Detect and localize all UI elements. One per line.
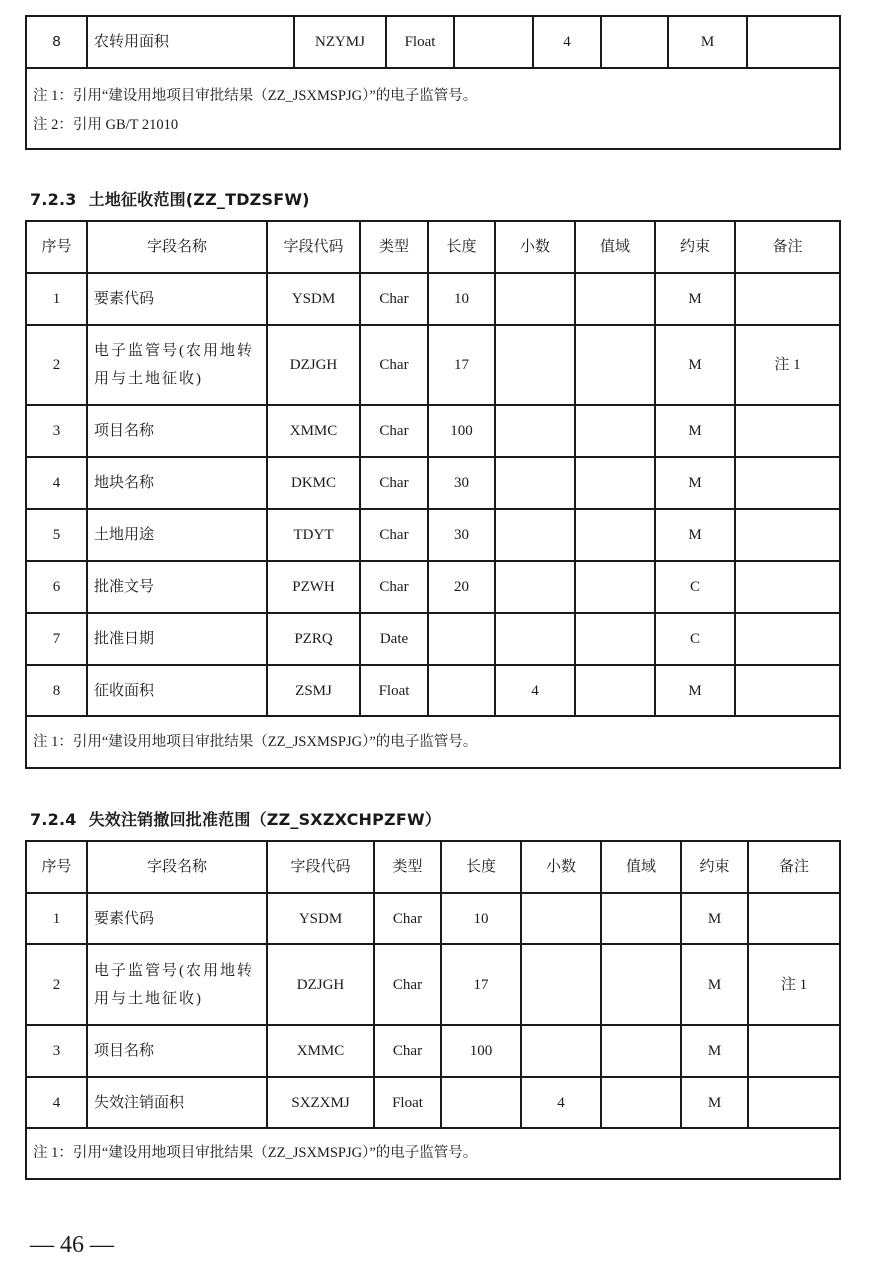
cell-remark <box>735 509 840 561</box>
cell-length: 100 <box>441 1025 521 1077</box>
cell-decimal <box>495 509 575 561</box>
cell-no: 3 <box>26 1025 87 1077</box>
cell-length: 30 <box>428 509 495 561</box>
cell-length <box>441 1077 521 1128</box>
header-name: 字段名称 <box>87 221 267 273</box>
table-note: 注 1：引用“建设用地项目审批结果（ZZ_JSXMSPJG）”的电子监管号。 <box>26 716 840 768</box>
cell-code: ZSMJ <box>267 665 360 716</box>
cell-code: DKMC <box>267 457 360 509</box>
table-row <box>26 561 840 613</box>
table-row <box>26 944 840 1025</box>
cell-name: 电子监管号(农用地转用与土地征收) <box>87 325 267 405</box>
header-code: 字段代码 <box>267 841 374 893</box>
cell-type: Char <box>360 457 428 509</box>
cell-type: Char <box>374 893 441 944</box>
page-number: — 46 — <box>30 1232 114 1258</box>
table-note-row <box>26 68 840 149</box>
cell-length: 17 <box>428 325 495 405</box>
cell-remark <box>748 1077 840 1128</box>
header-range: 值域 <box>601 841 681 893</box>
cell-range <box>601 944 681 1025</box>
cell-remark <box>747 16 840 68</box>
cell-remark <box>735 665 840 716</box>
cell-range <box>575 509 655 561</box>
cell-decimal <box>495 561 575 613</box>
cell-name: 地块名称 <box>87 457 267 509</box>
cell-remark <box>735 273 840 325</box>
cell-range <box>575 613 655 665</box>
cell-constraint: M <box>668 16 747 68</box>
cell-no: 1 <box>26 893 87 944</box>
cell-code: TDYT <box>267 509 360 561</box>
cell-range <box>601 16 668 68</box>
table-7-2-4 <box>25 840 841 1180</box>
table-continuation <box>25 15 841 150</box>
table-row <box>26 16 840 68</box>
cell-remark <box>735 457 840 509</box>
cell-no: 8 <box>26 665 87 716</box>
cell-constraint: M <box>655 665 735 716</box>
header-code: 字段代码 <box>267 221 360 273</box>
cell-length: 10 <box>441 893 521 944</box>
section-heading-7-2-4 <box>30 807 441 830</box>
cell-range <box>575 405 655 457</box>
section-title: 土地征收范围(ZZ_TDZSFW) <box>88 190 310 209</box>
cell-code: PZRQ <box>267 613 360 665</box>
section-heading-7-2-3 <box>30 187 310 210</box>
cell-constraint: M <box>655 405 735 457</box>
cell-name: 要素代码 <box>87 893 267 944</box>
cell-constraint: M <box>655 273 735 325</box>
cell-length <box>428 613 495 665</box>
cell-code: YSDM <box>267 893 374 944</box>
header-name: 字段名称 <box>87 841 267 893</box>
table-note: 注 1：引用“建设用地项目审批结果（ZZ_JSXMSPJG）”的电子监管号。 <box>26 1128 840 1179</box>
cell-type: Char <box>360 405 428 457</box>
header-length: 长度 <box>441 841 521 893</box>
cell-no: 4 <box>26 457 87 509</box>
cell-name: 批准日期 <box>87 613 267 665</box>
cell-code: DZJGH <box>267 944 374 1025</box>
header-no: 序号 <box>26 841 87 893</box>
table-row <box>26 273 840 325</box>
cell-constraint: M <box>655 457 735 509</box>
cell-constraint: M <box>681 1025 748 1077</box>
cell-name: 农转用面积 <box>87 16 294 68</box>
table-row <box>26 405 840 457</box>
cell-range <box>601 1025 681 1077</box>
header-range: 值域 <box>575 221 655 273</box>
cell-name: 项目名称 <box>87 1025 267 1077</box>
cell-decimal <box>521 944 601 1025</box>
cell-type: Float <box>386 16 454 68</box>
cell-range <box>575 457 655 509</box>
table-7-2-3 <box>25 220 841 769</box>
table-note-row <box>26 716 840 768</box>
cell-no: 8 <box>26 16 87 68</box>
table-row <box>26 509 840 561</box>
cell-no: 2 <box>26 325 87 405</box>
cell-no: 4 <box>26 1077 87 1128</box>
cell-decimal <box>521 1025 601 1077</box>
header-decimal: 小数 <box>521 841 601 893</box>
cell-no: 1 <box>26 273 87 325</box>
cell-code: NZYMJ <box>294 16 386 68</box>
table-row <box>26 1077 840 1128</box>
cell-remark <box>748 1025 840 1077</box>
cell-no: 3 <box>26 405 87 457</box>
cell-decimal <box>495 325 575 405</box>
table-header-row <box>26 841 840 893</box>
cell-length <box>454 16 533 68</box>
note-2: 注 2：引用 GB/T 21010 <box>33 116 179 133</box>
cell-remark: 注 1 <box>748 944 840 1025</box>
cell-length: 100 <box>428 405 495 457</box>
section-number: 7.2.4 <box>30 810 77 829</box>
cell-type: Char <box>374 1025 441 1077</box>
table-note-row <box>26 1128 840 1179</box>
cell-type: Date <box>360 613 428 665</box>
cell-constraint: C <box>655 561 735 613</box>
cell-length: 20 <box>428 561 495 613</box>
cell-length: 10 <box>428 273 495 325</box>
note-1: 注 1：引用“建设用地项目审批结果（ZZ_JSXMSPJG）”的电子监管号。 <box>33 87 478 104</box>
cell-code: YSDM <box>267 273 360 325</box>
cell-decimal <box>495 273 575 325</box>
cell-name: 批准文号 <box>87 561 267 613</box>
cell-remark <box>735 405 840 457</box>
cell-range <box>601 893 681 944</box>
header-remark: 备注 <box>735 221 840 273</box>
cell-type: Float <box>374 1077 441 1128</box>
cell-constraint: M <box>681 944 748 1025</box>
table-row <box>26 613 840 665</box>
section-title: 失效注销撤回批准范围（ZZ_SXZXCHPZFW） <box>88 810 442 829</box>
header-type: 类型 <box>360 221 428 273</box>
header-remark: 备注 <box>748 841 840 893</box>
cell-decimal <box>495 457 575 509</box>
cell-type: Char <box>360 273 428 325</box>
cell-name: 失效注销面积 <box>87 1077 267 1128</box>
cell-type: Char <box>374 944 441 1025</box>
cell-type: Char <box>360 325 428 405</box>
cell-code: XMMC <box>267 1025 374 1077</box>
cell-constraint: M <box>655 325 735 405</box>
table-notes <box>26 68 840 149</box>
cell-decimal <box>495 613 575 665</box>
cell-code: PZWH <box>267 561 360 613</box>
cell-range <box>601 1077 681 1128</box>
table-row <box>26 893 840 944</box>
cell-remark <box>748 893 840 944</box>
cell-range <box>575 325 655 405</box>
cell-range <box>575 273 655 325</box>
cell-code: SXZXMJ <box>267 1077 374 1128</box>
cell-constraint: M <box>681 893 748 944</box>
cell-length: 30 <box>428 457 495 509</box>
table-row <box>26 1025 840 1077</box>
cell-type: Char <box>360 561 428 613</box>
cell-constraint: M <box>681 1077 748 1128</box>
cell-no: 7 <box>26 613 87 665</box>
header-decimal: 小数 <box>495 221 575 273</box>
cell-decimal: 4 <box>495 665 575 716</box>
cell-name: 项目名称 <box>87 405 267 457</box>
cell-decimal <box>521 893 601 944</box>
header-length: 长度 <box>428 221 495 273</box>
cell-type: Char <box>360 509 428 561</box>
cell-length <box>428 665 495 716</box>
cell-code: XMMC <box>267 405 360 457</box>
cell-remark <box>735 613 840 665</box>
cell-no: 2 <box>26 944 87 1025</box>
cell-remark <box>735 561 840 613</box>
cell-decimal <box>495 405 575 457</box>
table-row <box>26 457 840 509</box>
header-type: 类型 <box>374 841 441 893</box>
cell-code: DZJGH <box>267 325 360 405</box>
header-no: 序号 <box>26 221 87 273</box>
cell-name: 土地用途 <box>87 509 267 561</box>
table-row <box>26 665 840 716</box>
table-row <box>26 325 840 405</box>
table-header-row <box>26 221 840 273</box>
header-constraint: 约束 <box>681 841 748 893</box>
cell-name: 要素代码 <box>87 273 267 325</box>
cell-range <box>575 665 655 716</box>
cell-name: 征收面积 <box>87 665 267 716</box>
cell-no: 6 <box>26 561 87 613</box>
cell-constraint: C <box>655 613 735 665</box>
header-constraint: 约束 <box>655 221 735 273</box>
cell-name: 电子监管号(农用地转用与土地征收) <box>87 944 267 1025</box>
cell-no: 5 <box>26 509 87 561</box>
cell-constraint: M <box>655 509 735 561</box>
cell-decimal: 4 <box>521 1077 601 1128</box>
cell-remark: 注 1 <box>735 325 840 405</box>
cell-decimal: 4 <box>533 16 601 68</box>
cell-length: 17 <box>441 944 521 1025</box>
section-number: 7.2.3 <box>30 190 77 209</box>
cell-type: Float <box>360 665 428 716</box>
cell-range <box>575 561 655 613</box>
